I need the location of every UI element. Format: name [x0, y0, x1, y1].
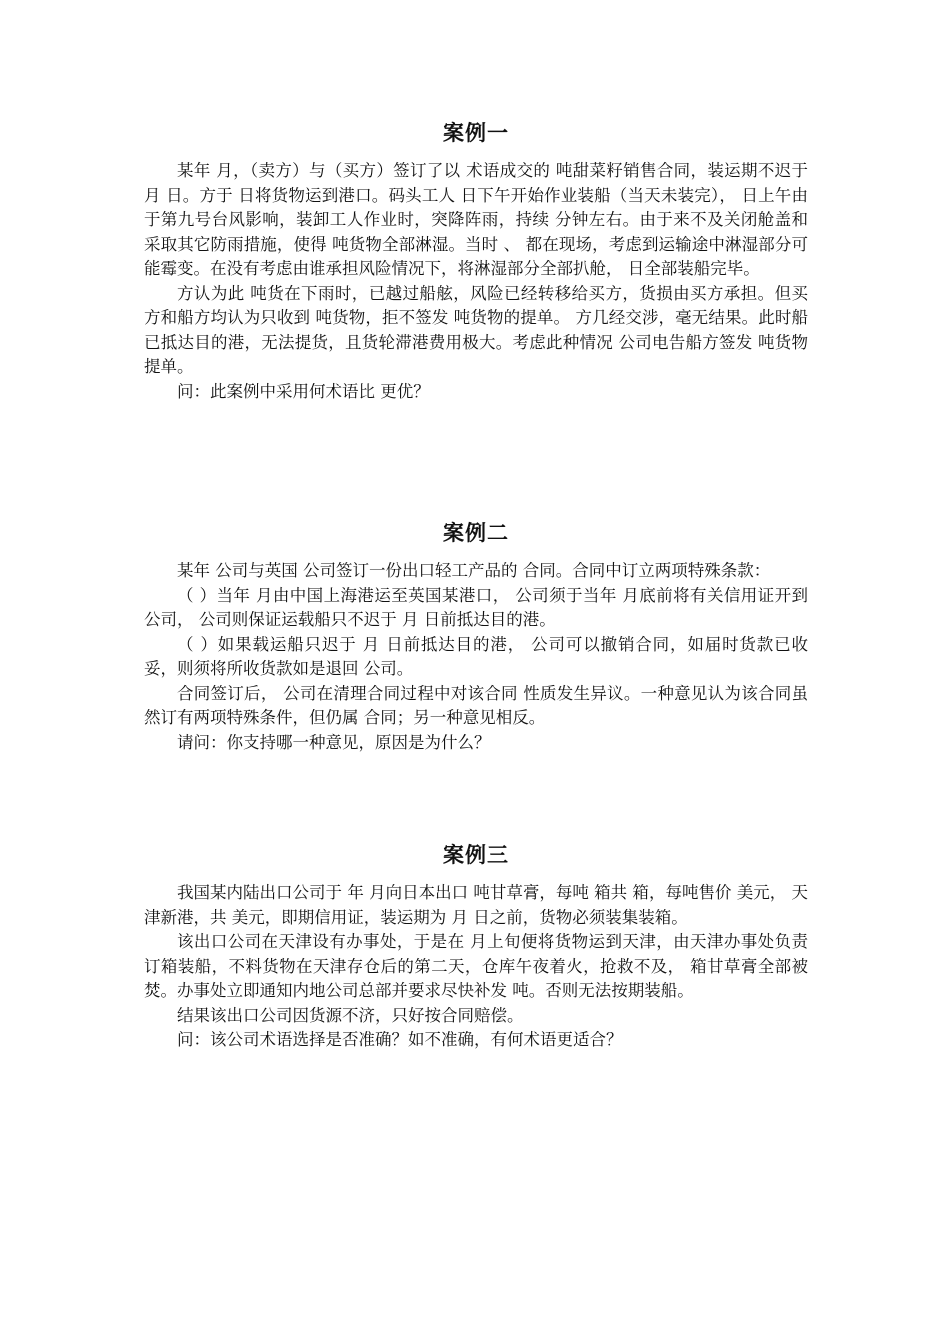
case-1-paragraph-2: 方认为此 吨货在下雨时，已越过船舷，风险已经转移给买方，货损由买方承担。但买方和船方均认为只收到 吨货物，拒不签发 吨货物的提单。 方几经交涉，毫无结果。此时船已抵达目的港，无法提货，且货轮滞港费用极大。考虑此种情况 公司电告船方签发 吨货物提单。 — [144, 283, 808, 376]
case-2-section — [144, 518, 808, 755]
case-1-question: 问：此案例中采用何术语比 更优？ — [177, 381, 430, 401]
case-3-title: 案例三 — [443, 843, 509, 867]
case-1-section — [144, 118, 808, 404]
case-3-paragraph-2: 该出口公司在天津设有办事处，于是在 月上旬便将货物运到天津，由天津办事处负责订箱装船，不料货物在天津存仓后的第二天，仓库午夜着火，抢救不及， 箱甘草膏全部被焚。办事处立即通知内地公司总部并要求尽快补发 吨。否则无法按期装船。 — [144, 932, 808, 1000]
case-2-question: 请问：你支持哪一种意见，原因是为什么？ — [177, 732, 491, 752]
case-3-paragraph-3: 结果该出口公司因货源不济，只好按合同赔偿。 — [177, 1005, 524, 1025]
case-2-clause-1: （ ）当年 月由中国上海港运至英国某港口， 公司须于当年 月底前将有关信用证开到 公司， 公司则保证运载船只不迟于 月 日前抵达目的港。 — [144, 585, 808, 629]
case-3-question: 问：该公司术语选择是否准确？如不准确，有何术语更适合？ — [177, 1030, 623, 1049]
case-3-section — [144, 840, 808, 1053]
case-2-title: 案例二 — [443, 521, 509, 545]
case-1-paragraph-1: 某年 月，（卖方）与（买方）签订了以 术语成交的 吨甜菜籽销售合同，装运期不迟于 月 日。方于 日将货物运到港口。码头工人 日下午开始作业装船（当天未装完）， 日上午由于第九号台风影响，装卸工人作业时，突降阵雨，持续 分钟左右。由于来不及关闭舱盖和采取其它防雨措施，使得 吨货物全部淋湿。当时 、 都在现场，考虑到运输途中淋湿部分可能霉变。在没有考虑由谁承担风险情况下，将淋湿部分全部扒舱， 日全部装船完毕。 — [144, 161, 808, 278]
case-3-paragraph-1: 我国某内陆出口公司于 年 月向日本出口 吨甘草膏，每吨 箱共 箱，每吨售价 美元， 天津新港，共 美元，即期信用证，装运期为 月 日之前，货物必须装集装箱。 — [144, 883, 808, 927]
case-1-title: 案例一 — [443, 121, 509, 145]
case-2-paragraph-1: 某年 公司与英国 公司签订一份出口轻工产品的 合同。合同中订立两项特殊条款： — [177, 561, 771, 580]
case-2-paragraph-2: 合同签订后， 公司在清理合同过程中对该合同 性质发生异议。一种意见认为该合同虽然订有两项特殊条件，但仍属 合同；另一种意见相反。 — [144, 683, 808, 727]
case-2-clause-2: （ ）如果载运船只迟于 月 日前抵达目的港， 公司可以撤销合同，如届时货款已收妥，则须将所收货款如是退回 公司。 — [144, 634, 808, 678]
